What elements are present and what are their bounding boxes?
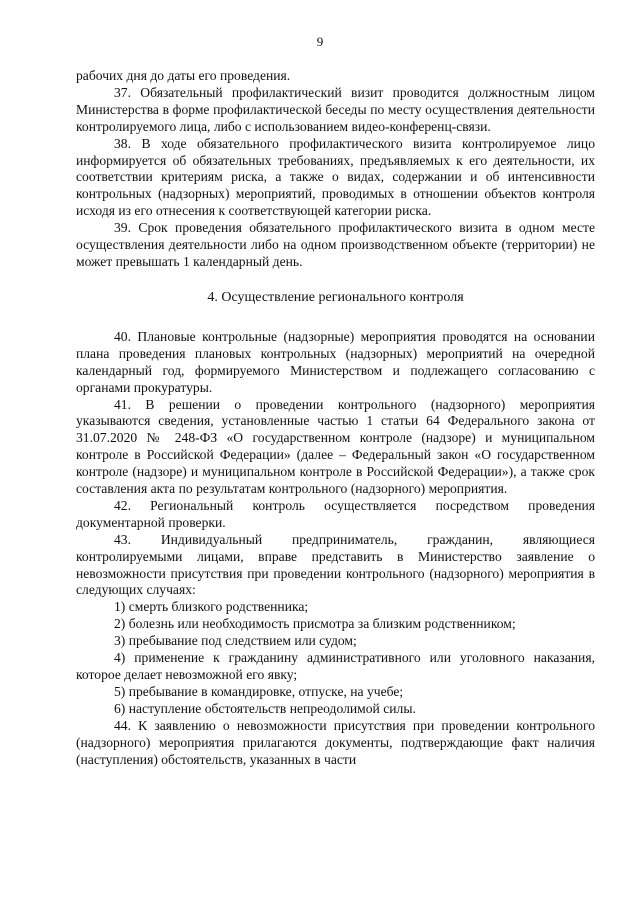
list-item: 3) пребывание под следствием или судом; — [114, 633, 357, 649]
paragraph-39: 39. Срок проведения обязательного профилактического визита в одном месте осуществления деятельности либо на одном производственном объекте (территории) не может превышать 1 календарный день. — [76, 220, 595, 269]
list-item: 2) болезнь или необходимость присмотра за близким родственником; — [114, 616, 516, 632]
paragraph-41: 41. В решении о проведении контрольного (надзорного) мероприятия указываются сведения, установленные частью 1 статьи 64 Федерального закона от 31.07.2020 № 248-ФЗ «О государственном контроле (надзоре) и муниципальном контроле в Российской Федерации» (далее – Федеральный закон «О государственном контроле (надзоре) и муниципальном контроле в Российской Федерации»), а также срок составления акта по результатам контрольного (надзорного) мероприятия. — [76, 396, 595, 497]
paragraph-38: 38. В ходе обязательного профилактического визита контролируемое лицо информируется об обязательных требованиях, предъявляемых к его деятельности, их соответствии критериям риска, а также о видах, содержании и об интенсивности контрольных (надзорных) мероприятий, проводимых в отношении объектов контроля исходя из его отнесения к соответствующей категории риска. — [76, 135, 595, 219]
paragraph-43: 43. Индивидуальный предприниматель, гражданин, являющиеся контролируемыми лицами, вправе представить в Министерство заявление о невозможности присутствия при проведении контрольного (надзорного) мероприятия в следующих случаях: — [76, 531, 595, 598]
list-item: 4) применение к гражданину административного или уголовного наказания, которое делает невозможной его явку; — [76, 650, 595, 682]
paragraph-37: 37. Обязательный профилактический визит проводится должностным лицом Министерства в форме профилактической беседы по месту осуществления деятельности контролируемого лица, либо с использованием видео-конференц-связи. — [76, 84, 595, 134]
document-body — [76, 68, 595, 768]
list-item: 6) наступление обстоятельств непреодолимой силы. — [114, 700, 416, 716]
paragraph-40: 40. Плановые контрольные (надзорные) мероприятия проводятся на основании плана проведения плановых контрольных (надзорных) мероприятий на очередной календарный год, формируемого Министерством и подлежащего согласованию с органами прокуратуры. — [76, 328, 595, 395]
paragraph-42: 42. Региональный контроль осуществляется посредством проведения документарной проверки. — [76, 497, 595, 530]
section-heading: 4. Осуществление регионального контроля — [207, 289, 464, 305]
list-item: 5) пребывание в командировке, отпуске, на учебе; — [114, 683, 404, 699]
paragraph-44: 44. К заявлению о невозможности присутствия при проведении контрольного (надзорного) мероприятия прилагаются документы, подтверждающие факт наличия (наступления) обстоятельств, указанных в части — [76, 717, 595, 767]
page-number: 9 — [316, 34, 324, 49]
paragraph-continuation: рабочих дня до даты его проведения. — [76, 68, 291, 83]
list-item: 1) смерть близкого родственника; — [114, 599, 309, 615]
